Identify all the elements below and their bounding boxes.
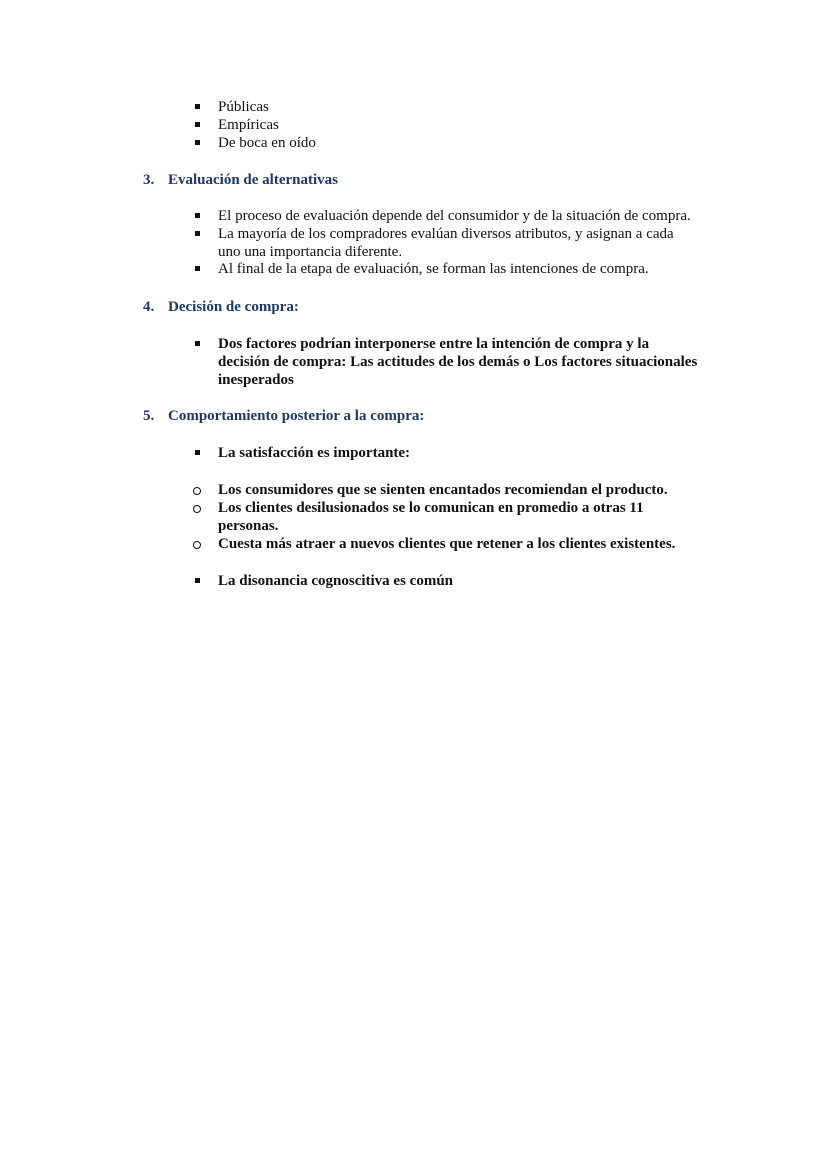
square-bullet-icon	[195, 122, 200, 127]
square-bullet-icon	[195, 231, 200, 236]
sub-list-item: Cuesta más atraer a nuevos clientes que retener a los clientes existentes.	[218, 536, 676, 552]
list-item: Empíricas	[218, 117, 279, 133]
circle-bullet-icon	[193, 541, 201, 549]
sub-list-item-continuation: personas.	[218, 518, 279, 534]
section-5-heading: Comportamiento posterior a la compra:	[168, 408, 425, 424]
square-bullet-icon	[195, 104, 200, 109]
square-bullet-icon	[195, 213, 200, 218]
section-3-heading: Evaluación de alternativas	[168, 172, 339, 188]
list-item: La satisfacción es importante:	[218, 445, 411, 461]
list-item: La disonancia cognoscitiva es común	[218, 573, 454, 589]
list-item-continuation: decisión de compra: Las actitudes de los demás o Los factores situacionales	[218, 354, 698, 370]
sub-list-item: Los clientes desilusionados se lo comunican en promedio a otras 11	[218, 500, 644, 516]
section-4-number: 4.	[143, 299, 155, 315]
section-5-number: 5.	[143, 408, 155, 424]
square-bullet-icon	[195, 578, 200, 583]
square-bullet-icon	[195, 450, 200, 455]
list-item: La mayoría de los compradores evalúan diversos atributos, y asignan a cada	[218, 226, 674, 242]
sub-list-item: Los consumidores que se sienten encantados recomiendan el producto.	[218, 482, 668, 498]
square-bullet-icon	[195, 266, 200, 271]
list-item: De boca en oído	[218, 135, 316, 151]
list-item: Al final de la etapa de evaluación, se forman las intenciones de compra.	[218, 261, 649, 277]
list-item: El proceso de evaluación depende del consumidor y de la situación de compra.	[218, 208, 691, 224]
section-3-number: 3.	[143, 172, 155, 188]
list-item: Públicas	[218, 99, 269, 115]
square-bullet-icon	[195, 341, 200, 346]
list-item: Dos factores podrían interponerse entre la intención de compra y la	[218, 336, 650, 352]
list-item-continuation: uno una importancia diferente.	[218, 244, 403, 260]
list-item-continuation: inesperados	[218, 372, 294, 388]
square-bullet-icon	[195, 140, 200, 145]
section-4-heading: Decisión de compra:	[168, 299, 299, 315]
circle-bullet-icon	[193, 487, 201, 495]
circle-bullet-icon	[193, 505, 201, 513]
